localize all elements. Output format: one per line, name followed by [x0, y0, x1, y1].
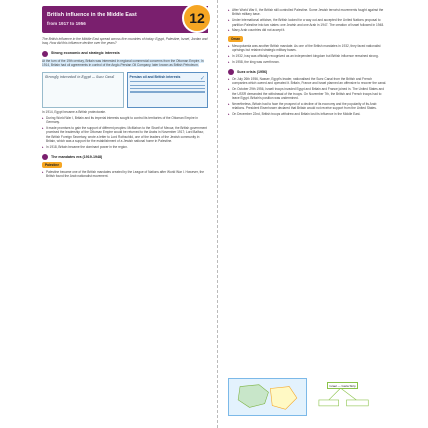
- right-column: [228, 6, 388, 424]
- list-item: ▸ In 1918, Britain became the dominant power in the region.: [42, 145, 208, 149]
- bullet-list: [42, 170, 208, 179]
- bullet-dot-icon: [42, 154, 48, 160]
- section-heading-mandates: The mandates era (1919-1948): [42, 154, 208, 160]
- list-item: ▸ On October 29th 1956, Israeli troops invaded Egypt and Britain and France joined in. The United States and the USSR demanded the withdrawal of the troops. On November 7th, the British and French troops had to leave Egypt. Britain's position was undermined.: [228, 87, 388, 100]
- list-item: ▸ On December 22nd, British troops withdrew and Britain lost its influence in the Middle East.: [228, 112, 388, 116]
- section-heading-economic: Strong economic and strategic interests: [42, 51, 208, 57]
- notes-row: [42, 72, 208, 108]
- chapter-subtitle: from 1917 to 1956: [47, 20, 86, 26]
- handwritten-note: Strongly interested in Egypt — Suez Canal: [42, 72, 124, 108]
- list-item: ▸ Nevertheless, Britain had to face the prospect of a decline of its economy and the popularity of its Arab relations. President Eisenhower declared that Britain would not receive support from the United States.: [228, 102, 388, 111]
- bullet-list: [42, 116, 208, 149]
- section-heading-suez: Suez crisis (1956): [228, 69, 388, 75]
- list-item: ▸ Under international criticism, the British looked for a way out and accepted the United Nations proposal to partition Palestine into two states: one Jewish and one Arab in 1947. The creation of Israel followed in 1948.: [228, 18, 388, 27]
- note-card: ✓ Persian oil and British interests: [127, 72, 209, 108]
- left-column: [42, 6, 208, 424]
- connector-lines: [311, 378, 388, 416]
- list-item: ▸ Mesopotamia was another British mandate. As one of the British mandates in 1932, they faced nationalist uprisings but retained strategic military bases.: [228, 44, 388, 53]
- list-item: ▸ In 1932, Iraq was officially recognized as an independent kingdom but British influence remained strong.: [228, 54, 388, 58]
- list-item: ▸ It made promises to gain the support of different peoples: McMahon to the Sharif of Mecca; the British government promised the leadership of the Ottoman Empire would be returned to the Arabs in November 1917; Lord Balfour, the British Foreign Secretary, wrote a letter to Lord Rothschild, one of the leaders of the Jewish community in Britain, which was a support for the establishment of a Jewish national home in Palestine.: [42, 126, 208, 143]
- chapter-title: British influence in the Middle East: [47, 11, 137, 18]
- list-item: ▸ During World War I, Britain and its imperial interests sought to control its territories of the Ottoman Empire in Germany.: [42, 116, 208, 125]
- list-item: ▸ After World War II, the British still controlled Palestine. Some Jewish terrorist movements fought against the British military base.: [228, 8, 388, 17]
- paragraph: In 1914, Egypt became a British protectorate.: [42, 109, 106, 114]
- chapter-number-badge: 12: [182, 3, 212, 33]
- bullet-list: [228, 8, 388, 33]
- intro-text: The British influence in the Middle East spread across five countries of today: Egypt, Palestine, Israel, Jordan and Iraq. How did this influence decline over the years?: [42, 37, 208, 46]
- page-fold: [217, 0, 218, 428]
- bullet-dot-icon: [228, 69, 234, 75]
- paragraph: At the turn of the 19th century, Britain was interested in regional commercial concerns from the Ottoman Empire. In 1914, Britain had oil agreements in control of the Anglo-Persian Oil Company, later known as British Petroleum.: [42, 58, 204, 68]
- palestine-tag: Palestine: [42, 162, 62, 167]
- footer-figures: [228, 378, 388, 418]
- diagram-node: Israel — Gaza Strip: [327, 382, 358, 389]
- checkmark-icon: ✓: [199, 75, 205, 82]
- list-item: ▸ Many Arab countries did not accept it.: [228, 28, 388, 32]
- diagram-thumbnail: [311, 378, 388, 416]
- oman-tag: Oman: [228, 36, 243, 41]
- list-item: ▸ In 1958, the king was overthrown.: [228, 60, 388, 64]
- list-item: ▸ On July 26th 1956, Nasser, Egypt's leader, nationalised the Suez Canal from the British and French companies which owned and operated it. Britain, France and Israel planned an offensive to recover the canal.: [228, 77, 388, 86]
- bullet-dot-icon: [42, 51, 48, 57]
- chapter-header: [42, 6, 208, 33]
- bullet-list: [228, 44, 388, 64]
- map-thumbnail: [228, 378, 307, 416]
- list-item: ▸ Palestine became one of the British mandates created by the League of Nations after World War I. However, the British found the Arab nationalist movement.: [42, 170, 208, 179]
- bullet-list: [228, 77, 388, 116]
- map-icon: [229, 379, 306, 415]
